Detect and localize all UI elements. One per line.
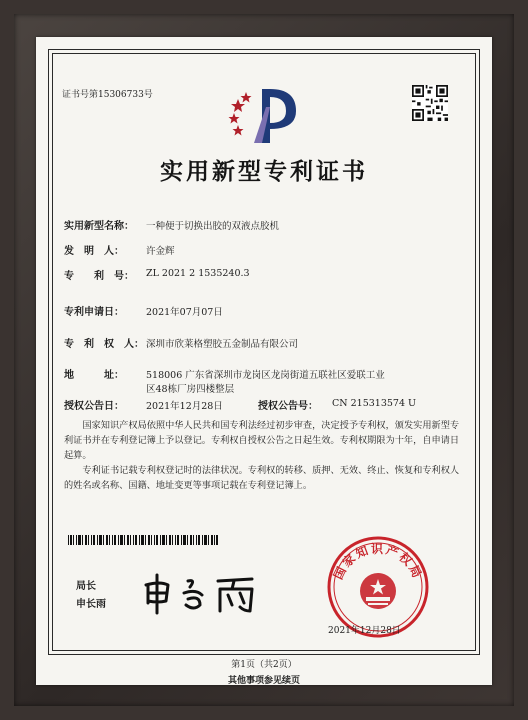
field-value-address-line1: 518006 广东省深圳市龙岗区龙岗街道五联社区爱联工业 bbox=[146, 370, 385, 381]
field-value-patent-number: ZL 2021 2 1535240.3 bbox=[146, 268, 250, 279]
cnipa-logo-icon bbox=[224, 85, 306, 147]
field-label-grant-number: 授权公告号： bbox=[258, 401, 318, 412]
field-label-name: 实用新型名称： bbox=[64, 221, 134, 232]
field-label-patentee: 专 利 权 人： bbox=[64, 339, 144, 350]
body-paragraph-2: 专利证书记载专利权登记时的法律状况。专利权的转移、质押、无效、终止、恢复和专利权人的姓名或名称、国籍、地址变更等事项记载在专利登记簿上。 bbox=[64, 465, 460, 491]
field-value-name: 一种便于切换出胶的双液点胶机 bbox=[146, 221, 280, 232]
field-label-grant-date: 授权公告日： bbox=[64, 401, 124, 412]
field-value-grant-number: CN 215313574 U bbox=[332, 398, 417, 409]
signatory-title: 局长 bbox=[76, 581, 96, 592]
body-paragraph-1: 国家知识产权局依照中华人民共和国专利法经过初步审查，决定授予专利权，颁发实用新型专利证书并在专利登记簿上予以登记。专利权自授权公告之日起生效。专利权期限为十年，自申请日起算。 bbox=[64, 420, 460, 461]
field-value-grant-date: 2021年12月28日 bbox=[146, 401, 223, 412]
svg-text:国家知识产权局: 国家知识产权局 bbox=[331, 542, 425, 582]
handwritten-signature bbox=[140, 571, 264, 615]
signatory-name: 申长雨 bbox=[76, 599, 106, 610]
field-value-address-line2: 区48栋厂房四楼整层 bbox=[146, 384, 235, 395]
field-value-patentee: 深圳市欣莱格塑胶五金制品有限公司 bbox=[146, 339, 299, 350]
field-value-inventor: 许金辉 bbox=[146, 246, 175, 257]
field-label-address: 地 址： bbox=[64, 370, 124, 381]
field-label-inventor: 发 明 人： bbox=[64, 246, 124, 257]
field-label-patent-number: 专 利 号： bbox=[64, 271, 134, 282]
field-value-filing-date: 2021年07月07日 bbox=[146, 307, 223, 318]
qr-code-icon bbox=[412, 85, 448, 121]
certificate-paper bbox=[36, 37, 492, 685]
seal-date: 2021年12月28日 bbox=[328, 626, 401, 636]
barcode-icon bbox=[68, 535, 218, 545]
field-label-filing-date: 专利申请日： bbox=[64, 307, 124, 318]
page-number: 第1页（共2页） bbox=[231, 660, 297, 670]
certificate-number: 证书号第15306733号 bbox=[62, 90, 153, 100]
certificate-title: 实用新型专利证书 bbox=[160, 159, 368, 185]
footer-note: 其他事项参见续页 bbox=[227, 676, 300, 686]
